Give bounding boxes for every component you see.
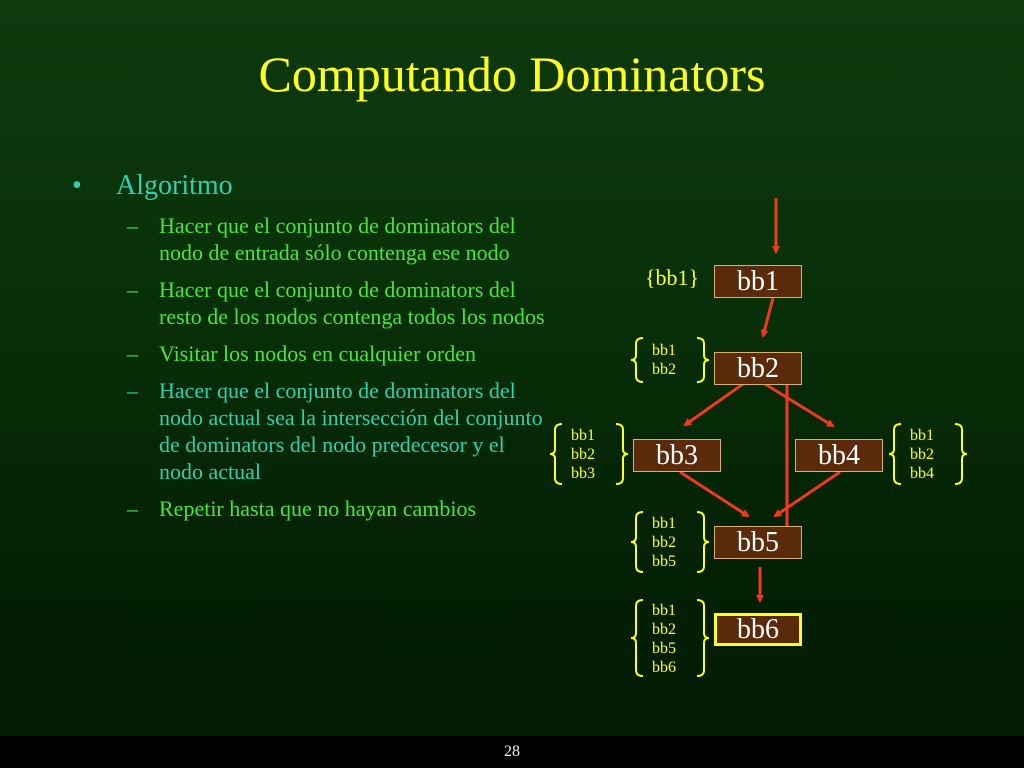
brace-left (631, 338, 643, 382)
brace-left (550, 424, 562, 484)
node-bb2: bb2 (714, 352, 802, 385)
brace-right (955, 424, 967, 484)
brace-right (697, 512, 709, 572)
dom-set-bb2: bb1 bb2 (652, 342, 676, 378)
dom-set-bb1: {bb1} (645, 265, 700, 290)
node-bb3: bb3 (633, 439, 721, 472)
dom-set-bb3: bb1 bb2 bb3 (571, 427, 595, 482)
bullet-label: Algoritmo (116, 170, 233, 201)
dom-set-bb5: bb1 bb2 bb5 (652, 515, 676, 570)
brace-right (616, 424, 628, 484)
sub-item-current: – Hacer que el conjunto de dominators del nodo actual sea la intersección del conjunto de dominators del nodo predecesor y el nodo actual (127, 378, 543, 484)
node-bb4: bb4 (795, 439, 883, 472)
brace-right (697, 338, 709, 382)
dom-set-bb4: bb1 bb2 bb4 (910, 427, 934, 482)
brace-left (631, 600, 643, 676)
node-bb1: bb1 (714, 265, 802, 298)
sub-item: – Visitar los nodos en cualquier orden (127, 341, 476, 366)
dom-set-bb6: bb1 bb2 bb5 bb6 (652, 602, 676, 676)
slide-title: Computando Dominators (258, 46, 766, 102)
node-bb5: bb5 (714, 526, 802, 559)
brace-left (631, 512, 643, 572)
sub-item: – Hacer que el conjunto de dominators del resto de los nodos contenga todos los nodos (127, 277, 545, 329)
sub-item: – Hacer que el conjunto de dominators del nodo de entrada sólo contenga ese nodo (127, 213, 516, 265)
bullet-dot: • (72, 170, 82, 201)
sub-item: – Repetir hasta que no hayan cambios (127, 496, 477, 521)
node-bb6-highlighted: bb6 (714, 613, 802, 646)
page-number: 28 (0, 736, 1024, 768)
brace-right (697, 600, 709, 676)
brace-left (889, 424, 901, 484)
